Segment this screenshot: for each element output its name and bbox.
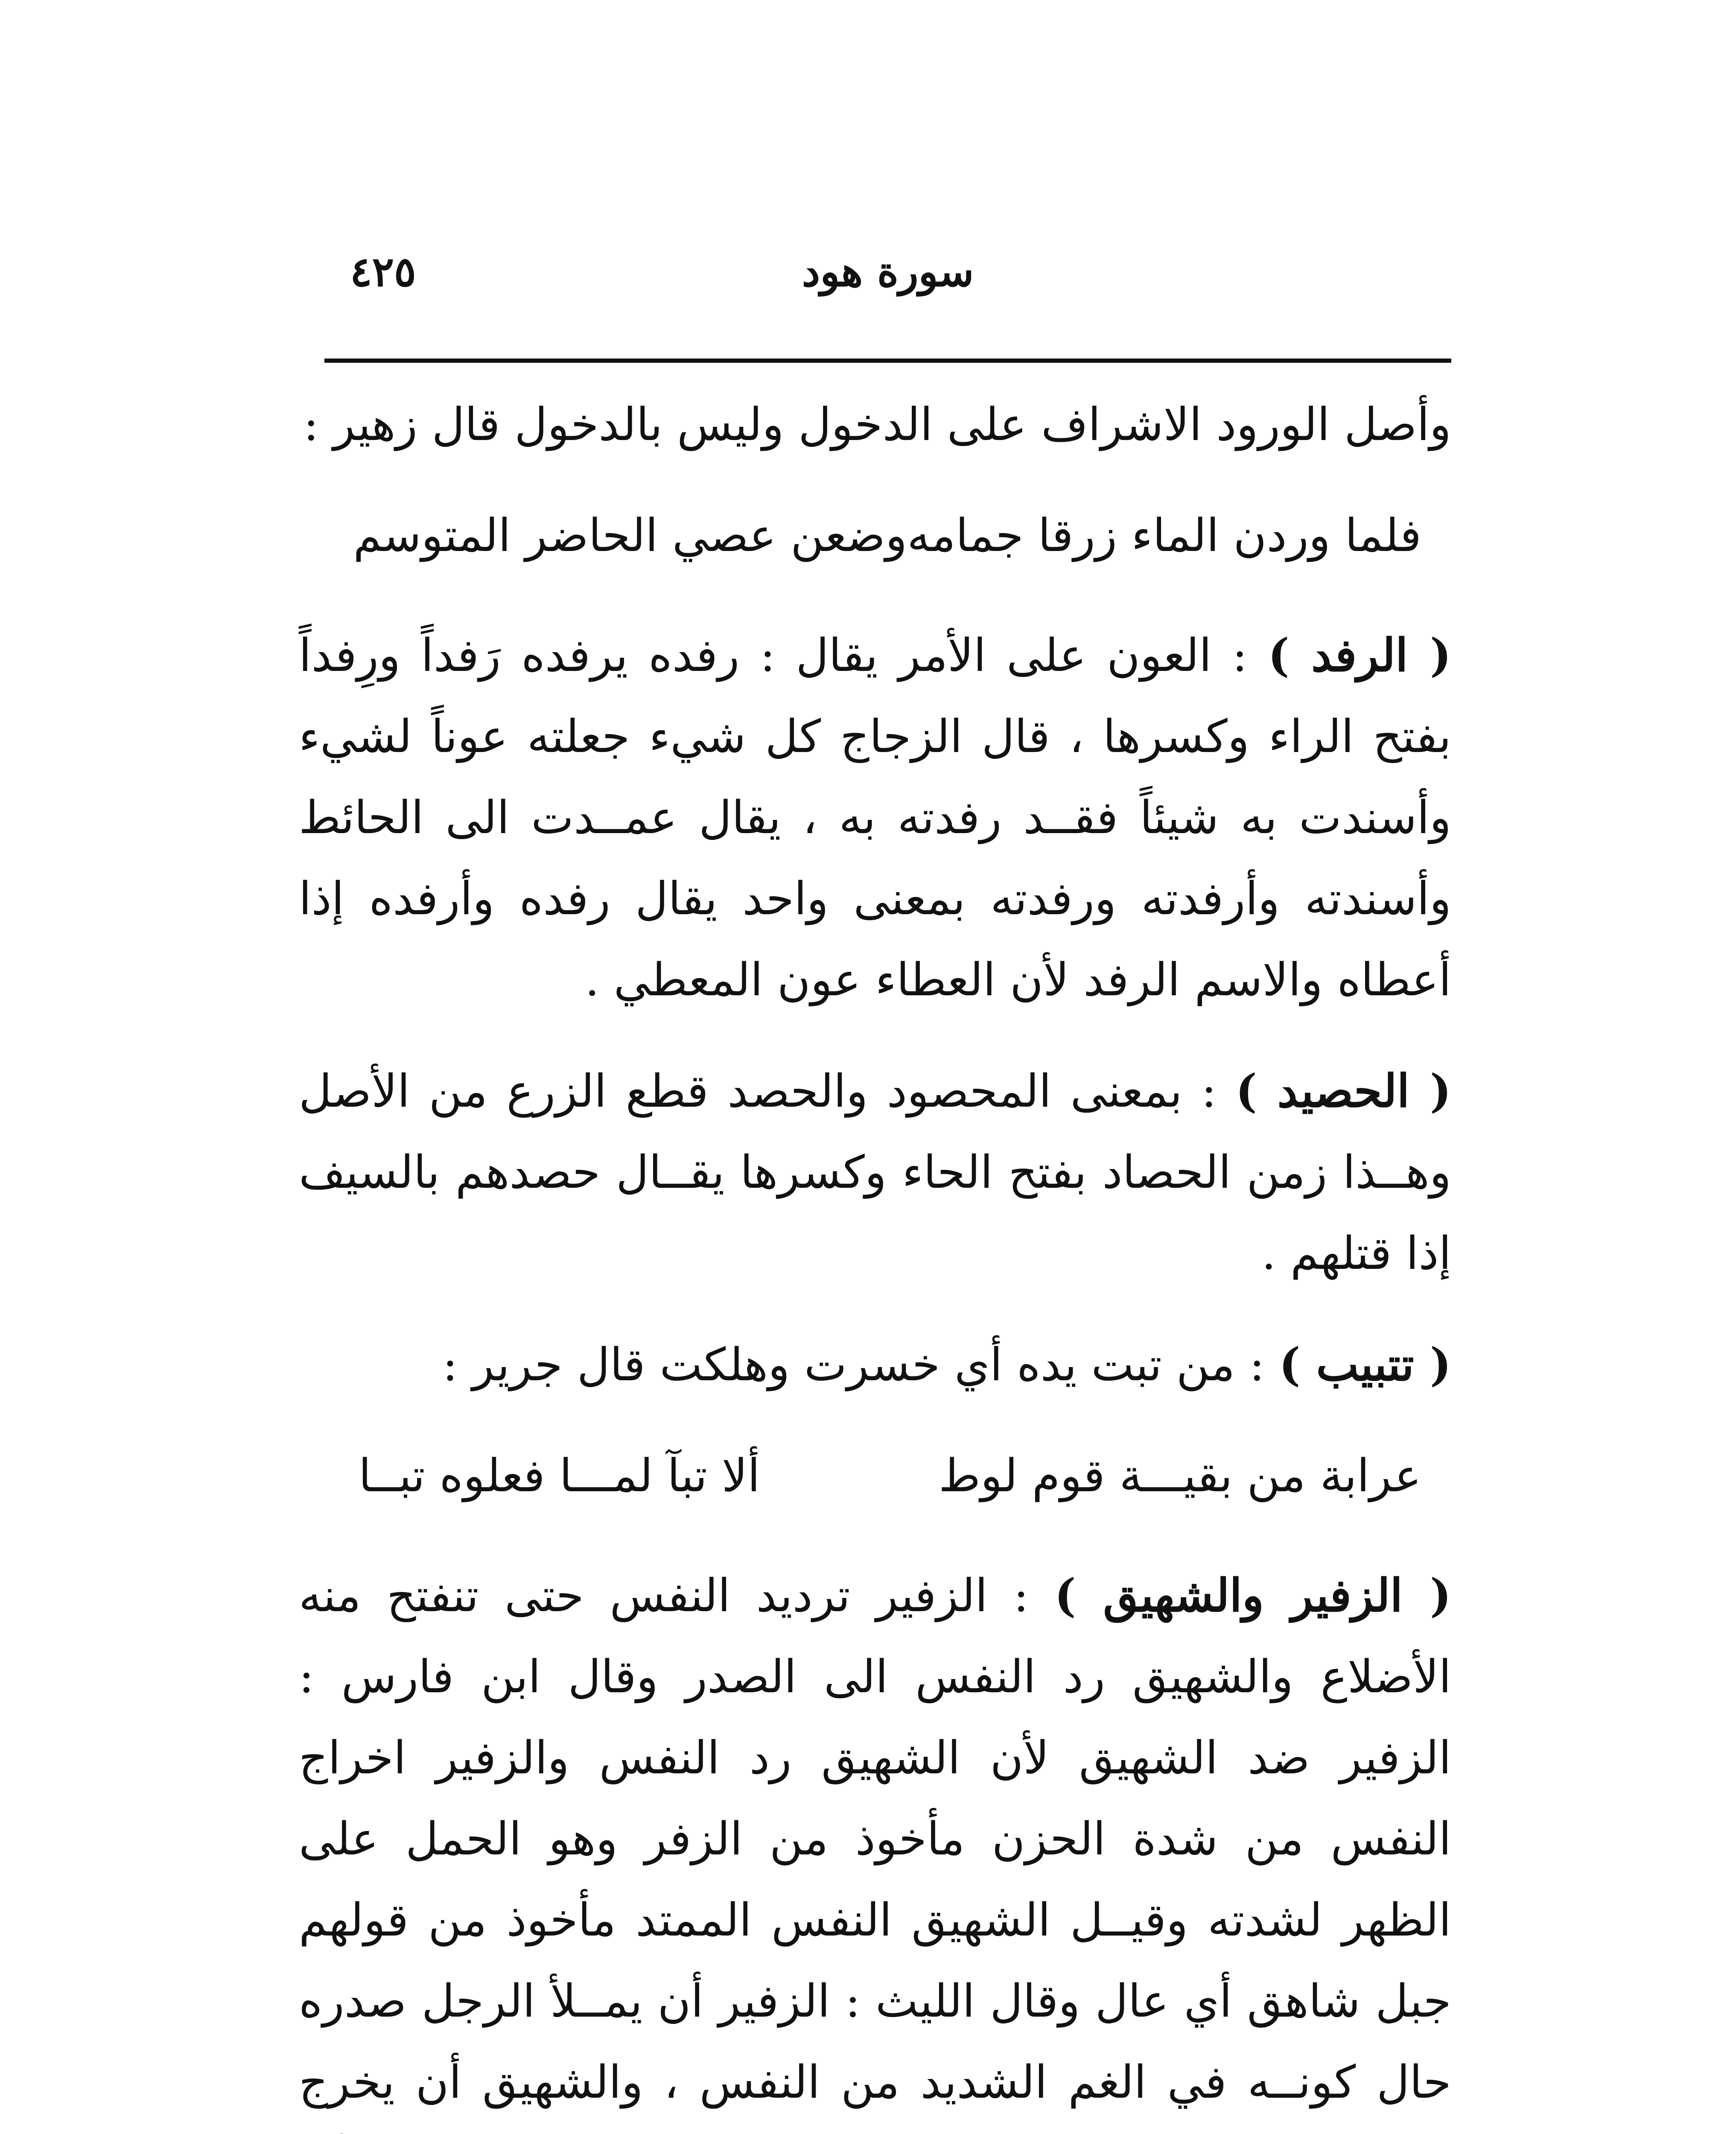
verse-jarir <box>299 1435 1451 1516</box>
entry-term: ( الحصيد ) <box>1235 1064 1451 1117</box>
entry-zafir-shahiq <box>299 1555 1451 2134</box>
entry-term: ( الرفد ) <box>1268 628 1451 682</box>
entry-text: : من تبت يده أي خسرت وهلكت قال جرير : <box>442 1338 1279 1391</box>
page-number: ٤٢٥ <box>350 248 416 296</box>
header-rule <box>324 359 1451 363</box>
entry-term: ( تتبيب ) <box>1279 1338 1451 1391</box>
entry-text: : بمعنى المحصود والحصد قطع الزرع من الأصل وهــذا زمن الحصاد بفتح الحاء وكسرها يقــال حصدهم بالسيف إذا قتلهم . <box>299 1065 1451 1280</box>
entry-rifd <box>299 615 1451 1020</box>
entry-text: : العون على الأمر يقال : رفده يرفده رَفداً ورِفداً بفتح الراء وكسرها ، قال الزجاج كل شيء جعلته عوناً لشيء وأسندت به شيئاً فقــد رفدته به ، يقال عمــدت الى الحائط وأسندته وأرفدته ورفدته بمعنى واحد يقال رفده وأرفده إذا أعطاه والاسم الرفد لأن العطاء عون المعطي . <box>299 629 1451 1006</box>
intro-paragraph: وأصل الورود الاشراف على الدخول وليس بالدخول قال زهير : <box>303 398 1451 451</box>
running-title: سورة هود <box>802 248 974 296</box>
entry-text: : الزفير ترديد النفس حتى تنفتح منه الأضلاع والشهيق رد النفس الى الصدر وقال ابن فارس : الزفير ضد الشهيق لأن الشهيق رد النفس والزفير اخراج النفس من شدة الحزن مأخوذ من الزفر وهو الحمل على الظهر لشدته وقيــل الشهيق النفس الممتد مأخوذ من قولهم جبل شاهق أي عال وقال الليث : الزفير أن يمــلأ الرجل صدره حال كونــه في الغم الشديد من النفس ، والشهيق أن يخرج <box>299 1569 1451 2108</box>
entry-hasid <box>299 1050 1451 1294</box>
verse-hemistich-left: وضعن عصي الحاضر المتوسم <box>353 509 907 562</box>
entry-tatbib <box>299 1324 1451 1405</box>
page-header <box>324 248 1451 316</box>
verse-hemistich-left: ألا تبآ لمـــا فعلوه تبــا <box>359 1449 760 1502</box>
verse-zuhair <box>299 495 1451 576</box>
body-text <box>299 384 1451 2134</box>
entry-term: ( الزفير والشهيق ) <box>1054 1568 1451 1622</box>
verse-hemistich-right: عرابة من بقيـــة قوم لوط <box>938 1449 1421 1502</box>
verse-hemistich-right: فلما وردن الماء زرقا جمامه <box>907 509 1421 562</box>
